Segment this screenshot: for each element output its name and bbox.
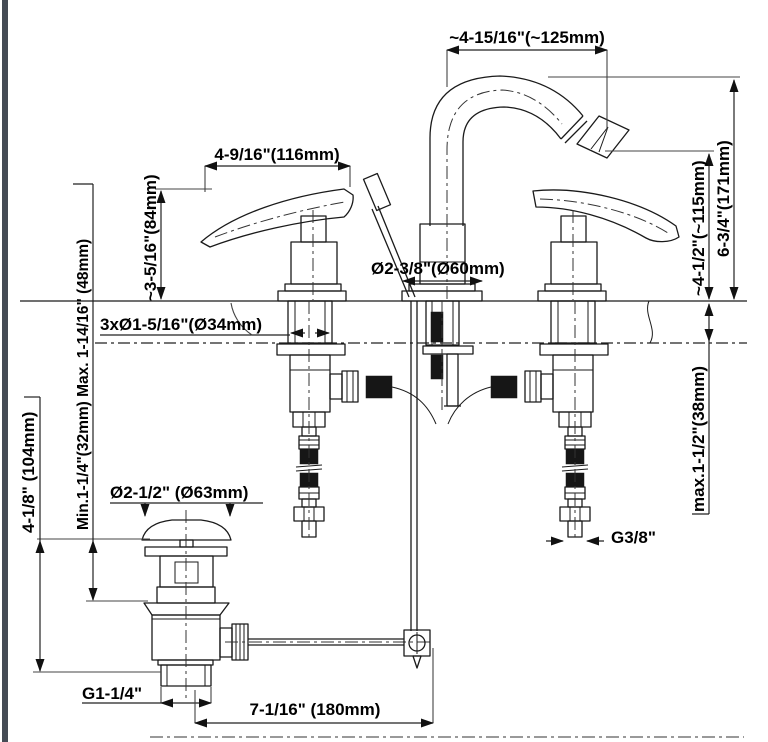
dim-spout-total-height [548, 77, 740, 299]
dim-label-mounting-holes: 3xØ1-5/16"(Ø34mm) [100, 315, 263, 334]
rod-tip [413, 656, 421, 668]
left-valve-assembly [277, 301, 392, 540]
dim-label-spout-total-height: 6-3/4"(171mm) [714, 140, 733, 257]
dim-handle-height [141, 174, 212, 301]
dim-label-handle-height: ~3-5/16"(84mm) [141, 174, 160, 301]
hose-end [491, 376, 517, 398]
dim-supply-thread [546, 528, 656, 547]
spout-shank-assembly [392, 301, 491, 424]
right-lever [533, 190, 679, 242]
dim-spout-reach [447, 28, 607, 130]
dim-label-spout-base-diameter: Ø2-3/8"(Ø60mm) [371, 259, 505, 278]
dim-rod-offset [195, 648, 433, 723]
dim-spout-base-diameter [371, 259, 505, 281]
right-handle [533, 190, 679, 301]
mounting-washer [423, 346, 473, 354]
hose-end [366, 376, 392, 398]
dim-handle-width [205, 145, 350, 192]
hose-nut [342, 371, 358, 402]
lift-rod [364, 174, 418, 632]
hose-nut [525, 371, 541, 402]
lift-rod-knob [364, 174, 391, 211]
dim-label-handle-width: 4-9/16"(116mm) [214, 145, 340, 164]
dim-drain-thread [82, 684, 211, 703]
flow-arrow [591, 127, 608, 152]
dim-label-deck-thickness-range: Min.1-1/4"(32mm) Max. 1-14/16" (48mm) [75, 238, 92, 530]
left-lever [201, 189, 353, 247]
dim-label-supply-thread: G3/8" [611, 528, 656, 547]
dim-label-deck-thickness-max: max.1-1/2"(38mm) [689, 365, 708, 512]
dim-label-rod-offset: 7-1/16" (180mm) [249, 700, 381, 719]
dim-label-spout-reach: ~4-15/16"(~125mm) [449, 28, 605, 47]
dim-label-spout-outlet-height: ~4-1/2"(~115mm) [689, 160, 708, 296]
side-port [541, 374, 553, 399]
pop-up-drain [142, 510, 433, 698]
side-port [330, 374, 342, 399]
left-handle [201, 189, 353, 301]
dim-deck-thickness-range [37, 184, 150, 601]
locknut-washer [540, 344, 608, 355]
right-valve-assembly [491, 301, 608, 540]
left-flex-hose [392, 387, 436, 424]
locknut-washer [277, 344, 345, 355]
dim-label-drain-body-height: 4-1/8" (104mm) [19, 411, 38, 533]
threaded-stud [431, 312, 443, 342]
dim-deck-thickness-max [689, 304, 709, 514]
deck-break-line [648, 301, 653, 343]
dim-label-drain-cap-diameter: Ø2-1/2" (Ø63mm) [110, 483, 249, 502]
dim-label-drain-thread: G1-1/4" [82, 684, 143, 703]
